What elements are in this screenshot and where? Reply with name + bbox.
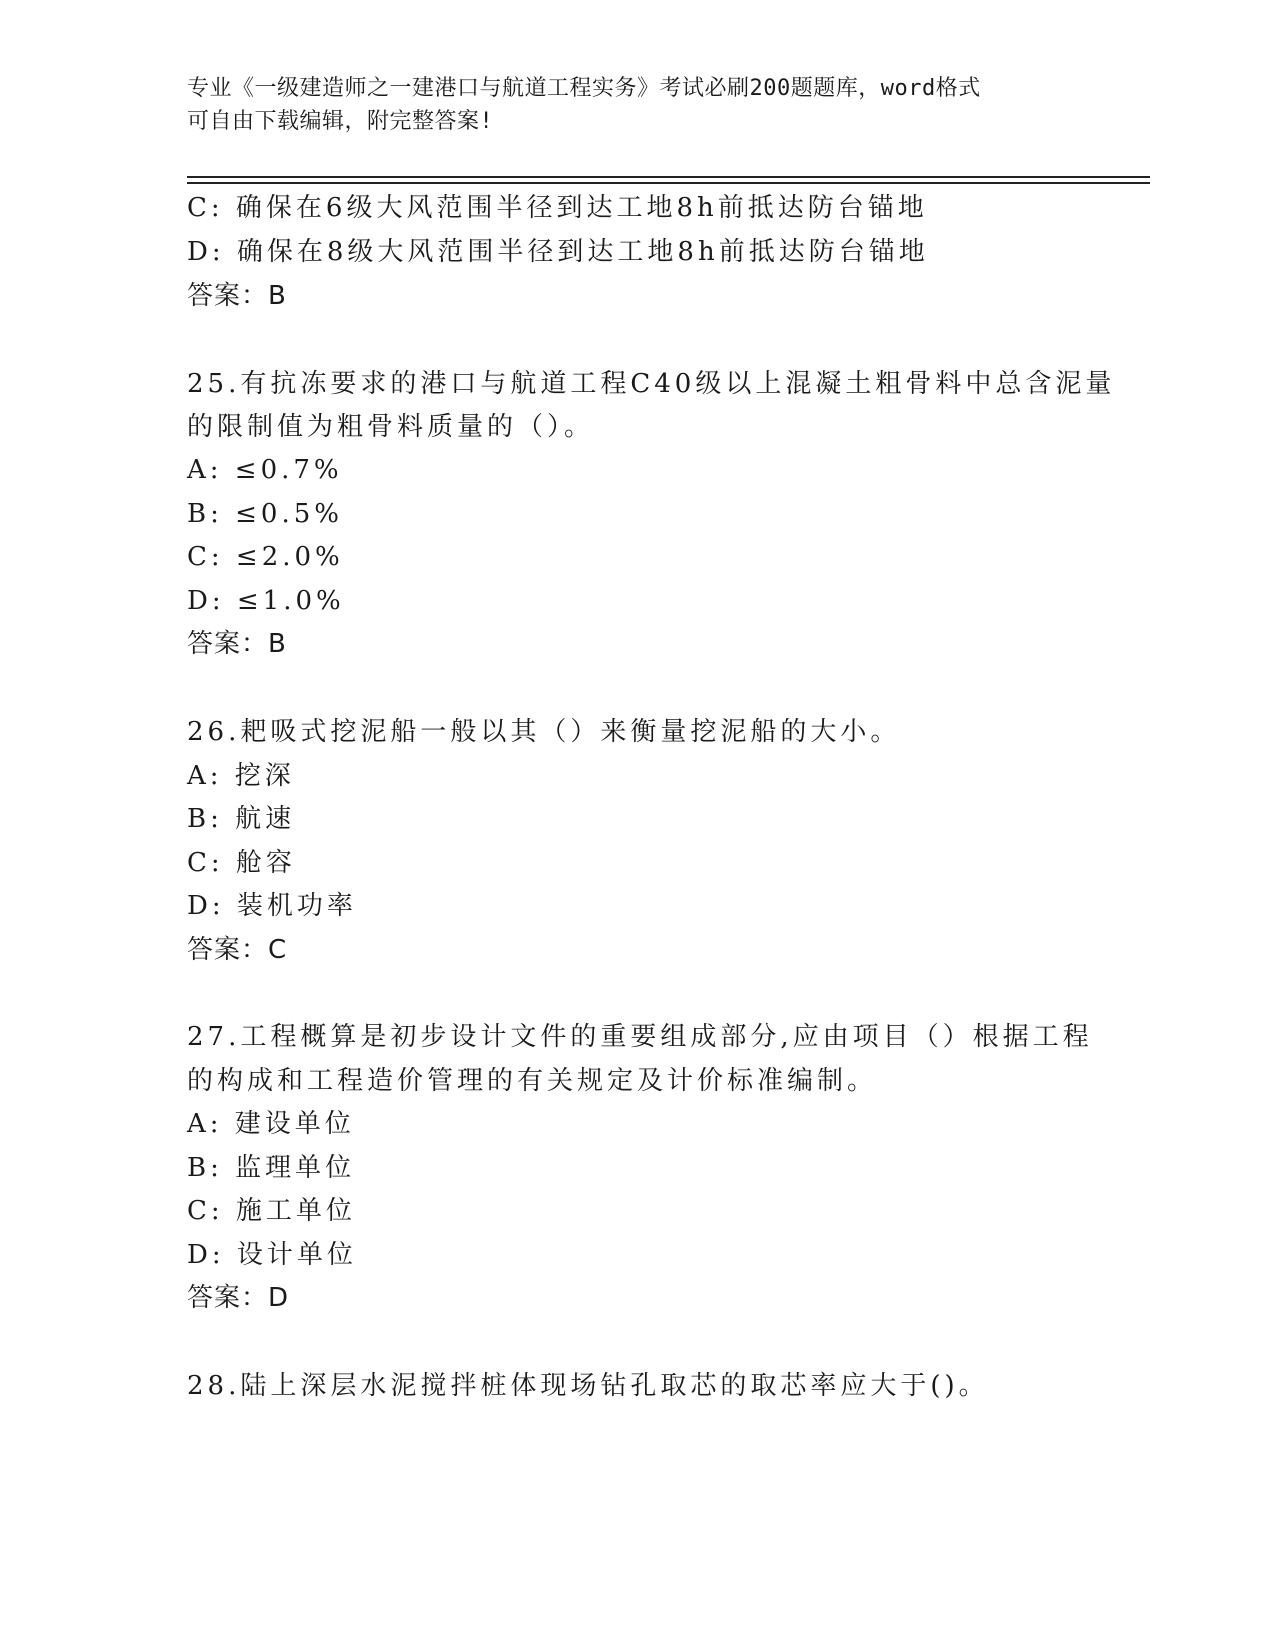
q27-option-b: B: 监理单位 xyxy=(187,1153,356,1183)
q27-answer: 答案：D xyxy=(187,1283,290,1313)
q26-option-a: A: 挖深 xyxy=(187,761,295,791)
q28-stem-line-1: 28.陆上深层水泥搅拌桩体现场钻孔取芯的取芯率应大于()。 xyxy=(187,1371,989,1401)
page-header xyxy=(187,72,1087,138)
header-line-1: 专业《一级建造师之一建港口与航道工程实务》考试必刷200题题库，word格式 xyxy=(187,76,981,101)
header-rule-top xyxy=(187,176,1150,178)
q26-stem-line-1: 26.耙吸式挖泥船一般以其（）来衡量挖泥船的大小。 xyxy=(187,717,901,747)
q27-option-a: A: 建设单位 xyxy=(187,1109,355,1139)
q26-answer: 答案：C xyxy=(187,935,288,965)
q26-option-b: B: 航速 xyxy=(187,804,296,834)
q25-stem-line-2: 的限制值为粗骨料质量的（）。 xyxy=(187,412,595,442)
q25-option-a: A: ≤0.7% xyxy=(187,455,343,485)
prev-option-d: D: 确保在8级大风范围半径到达工地8h前抵达防台锚地 xyxy=(187,237,929,267)
q27-stem-line-2: 的构成和工程造价管理的有关规定及计价标准编制。 xyxy=(187,1066,878,1096)
q25-option-b: B: ≤0.5% xyxy=(187,499,343,529)
q27-option-d: D: 设计单位 xyxy=(187,1240,357,1270)
q25-stem-line-1: 25.有抗冻要求的港口与航道工程C40级以上混凝土粗骨料中总含泥量 xyxy=(187,369,1116,399)
prev-option-c: C: 确保在6级大风范围半径到达工地8h前抵达防台锚地 xyxy=(187,193,928,223)
q25-option-d: D: ≤1.0% xyxy=(187,586,345,616)
q27-option-c: C: 施工单位 xyxy=(187,1196,356,1226)
header-rule-bottom xyxy=(187,182,1150,184)
prev-answer: 答案：B xyxy=(187,281,287,311)
q27-stem-line-1: 27.工程概算是初步设计文件的重要组成部分,应由项目（）根据工程 xyxy=(187,1022,1093,1052)
q25-option-c: C: ≤2.0% xyxy=(187,542,344,572)
q26-option-c: C: 舱容 xyxy=(187,848,296,878)
q26-option-d: D: 装机功率 xyxy=(187,891,357,921)
q25-answer: 答案：B xyxy=(187,629,287,659)
header-line-2: 可自由下载编辑，附完整答案! xyxy=(187,109,494,134)
